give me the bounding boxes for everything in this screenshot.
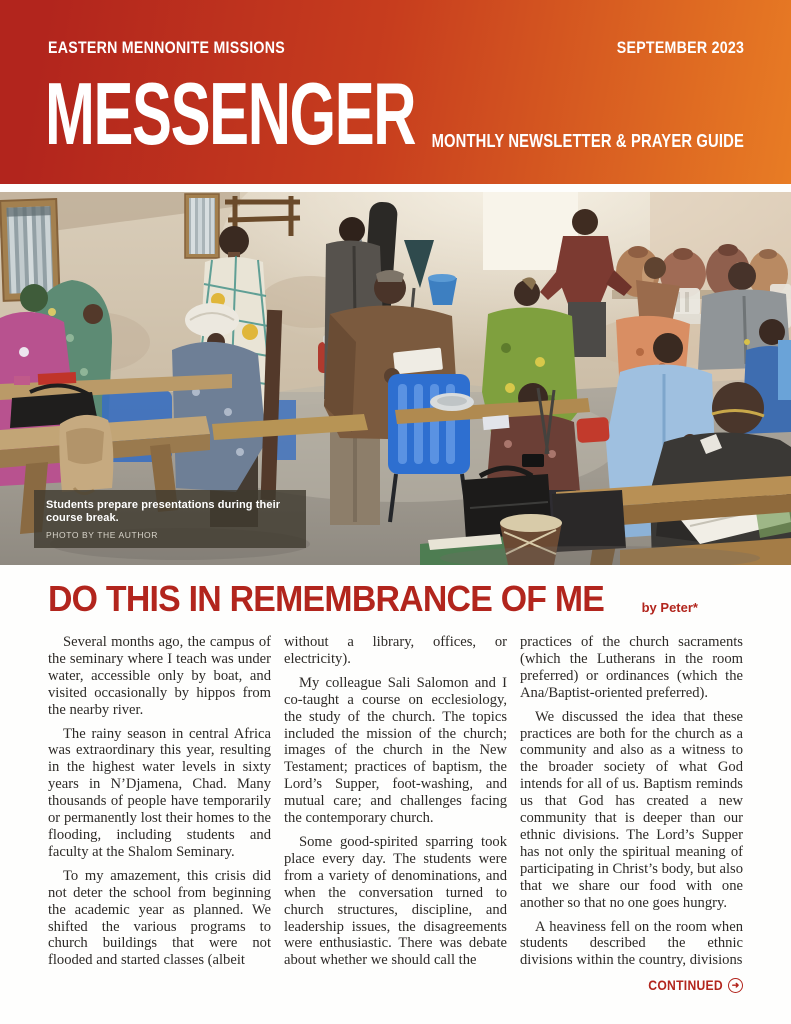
photo-caption: Students prepare presentations during their course break.	[46, 499, 281, 525]
issue-date: SEPTEMBER 2023	[616, 39, 744, 57]
article-paragraph: To my amazement, this crisis did not deter the school from beginning the academic year as planned. We shifted the various programs to church buildings that were not flooded and started classes (albeit	[48, 867, 271, 969]
article-paragraph: Some good-spirited sparring took place every day. The students were from a variety of denominations, and when the conversation turned to church structures, discipline, and leadership issues, the disagreements were enthusiastic. There was debate about whether we should call the	[284, 833, 507, 969]
article-byline: by Peter*	[641, 600, 698, 615]
article-column-1	[48, 634, 271, 993]
article-columns	[48, 634, 745, 993]
photo-blue-bucket	[428, 278, 457, 305]
article-column-2	[284, 634, 507, 993]
continued-label: CONTINUED	[648, 978, 723, 994]
continued-arrow-icon: ➜	[728, 978, 743, 993]
organization-name: EASTERN MENNONITE MISSIONS	[48, 39, 285, 57]
photo-caption-box	[34, 490, 306, 548]
masthead-title: MESSENGER	[45, 64, 416, 163]
headline-row	[48, 578, 745, 619]
photo-blue-bucket-top	[428, 274, 456, 282]
article-paragraph: We discussed the idea that these practices are both for the church as a community and also as a witness to the broader society of what God intends for all of us. Baptism reminds us that God has created a new community that is deeper than our ethnic divisions. The Lord’s Supper has not only the spiritual meaning of participating in Christ’s body, but also that we share our food with one another so that no one goes hungry.	[520, 708, 743, 911]
photo-credit: PHOTO BY THE AUTHOR	[46, 530, 159, 541]
article-paragraph: The rainy season in central Africa was extraordinary this year, resulting in the highest water levels in sixty years in N’Djamena, Chad. Many thousands of people have temporarily or permanently lost their homes to the flooding, including students and faculty at the Shalom Seminary.	[48, 725, 271, 860]
photo-window-mid	[185, 194, 219, 258]
article-paragraph: My colleague Sali Salomon and I co-taught a course on ecclesiology, the study of the church. The topics included the mission of the church; images of the church in the New Testament; practices of baptism, the Lord’s Supper, foot-washing, and mutual care; and challenges facing the contemporary church.	[284, 674, 507, 827]
article-paragraph: Several months ago, the campus of the seminary where I teach was under water, accessible only by boat, and visited occasionally by hippos from the nearby river.	[48, 634, 271, 718]
article-paragraph: A heaviness fell on the room when students described the ethnic divisions within the country, divisions	[520, 918, 743, 969]
article-paragraph: without a library, offices, or electricity).	[284, 634, 507, 667]
continued-indicator	[520, 978, 743, 993]
article-headline: DO THIS IN REMEMBRANCE OF ME	[48, 578, 605, 619]
masthead-tagline: MONTHLY NEWSLETTER & PRAYER GUIDE	[431, 131, 744, 151]
article	[48, 578, 745, 994]
classroom-photo	[0, 192, 791, 565]
article-column-3	[520, 634, 743, 993]
article-paragraph: practices of the church sacraments (which the Lutherans in the room preferred) or ordinances (which the Ana/Baptist-oriented preferred).	[520, 634, 743, 701]
masthead	[0, 0, 791, 184]
